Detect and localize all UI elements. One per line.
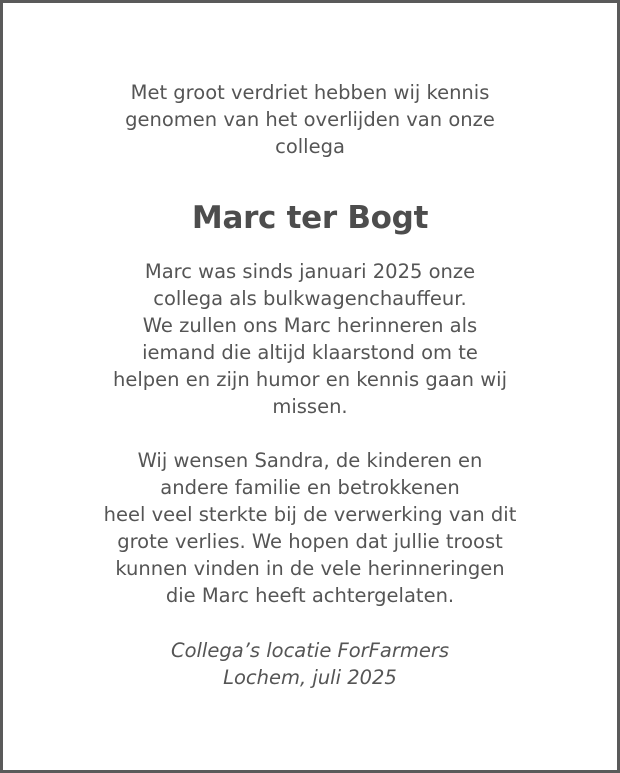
tribute-line: We zullen ons Marc herinneren als — [142, 314, 478, 337]
signoff-place-date: Lochem, juli 2025 — [223, 666, 397, 689]
condolence-line: andere familie en betrokkenen — [160, 476, 460, 499]
tribute-line: collega als bulkwagenchauffeur. — [153, 287, 467, 310]
condolence-line: die Marc heeft achtergelaten. — [165, 584, 455, 607]
intro-line: genomen van het overlijden van onze — [125, 108, 495, 131]
deceased-name: Marc ter Bogt — [191, 200, 429, 236]
tribute-line: iemand die altijd klaarstond om te — [142, 341, 478, 364]
condolence-paragraph — [3, 447, 617, 609]
intro-text — [3, 79, 617, 160]
intro-line: Met groot verdriet hebben wij kennis — [130, 81, 490, 104]
condolence-line: grote verlies. We hopen dat jullie troost — [117, 530, 503, 553]
signoff — [3, 637, 617, 691]
condolence-line: Wij wensen Sandra, de kinderen en — [137, 449, 483, 472]
tribute-paragraph — [3, 258, 617, 420]
condolence-line: kunnen vinden in de vele herinneringen — [115, 557, 505, 580]
tribute-line: helpen en zijn humor en kennis gaan wij — [112, 368, 507, 391]
signoff-sender: Collega’s locatie ForFarmers — [170, 639, 450, 662]
tribute-line: missen. — [272, 395, 348, 418]
condolence-line: heel veel sterkte bij de verwerking van dit — [103, 503, 517, 526]
tribute-line: Marc was sinds januari 2025 onze — [144, 260, 476, 283]
intro-line: collega — [275, 135, 345, 158]
